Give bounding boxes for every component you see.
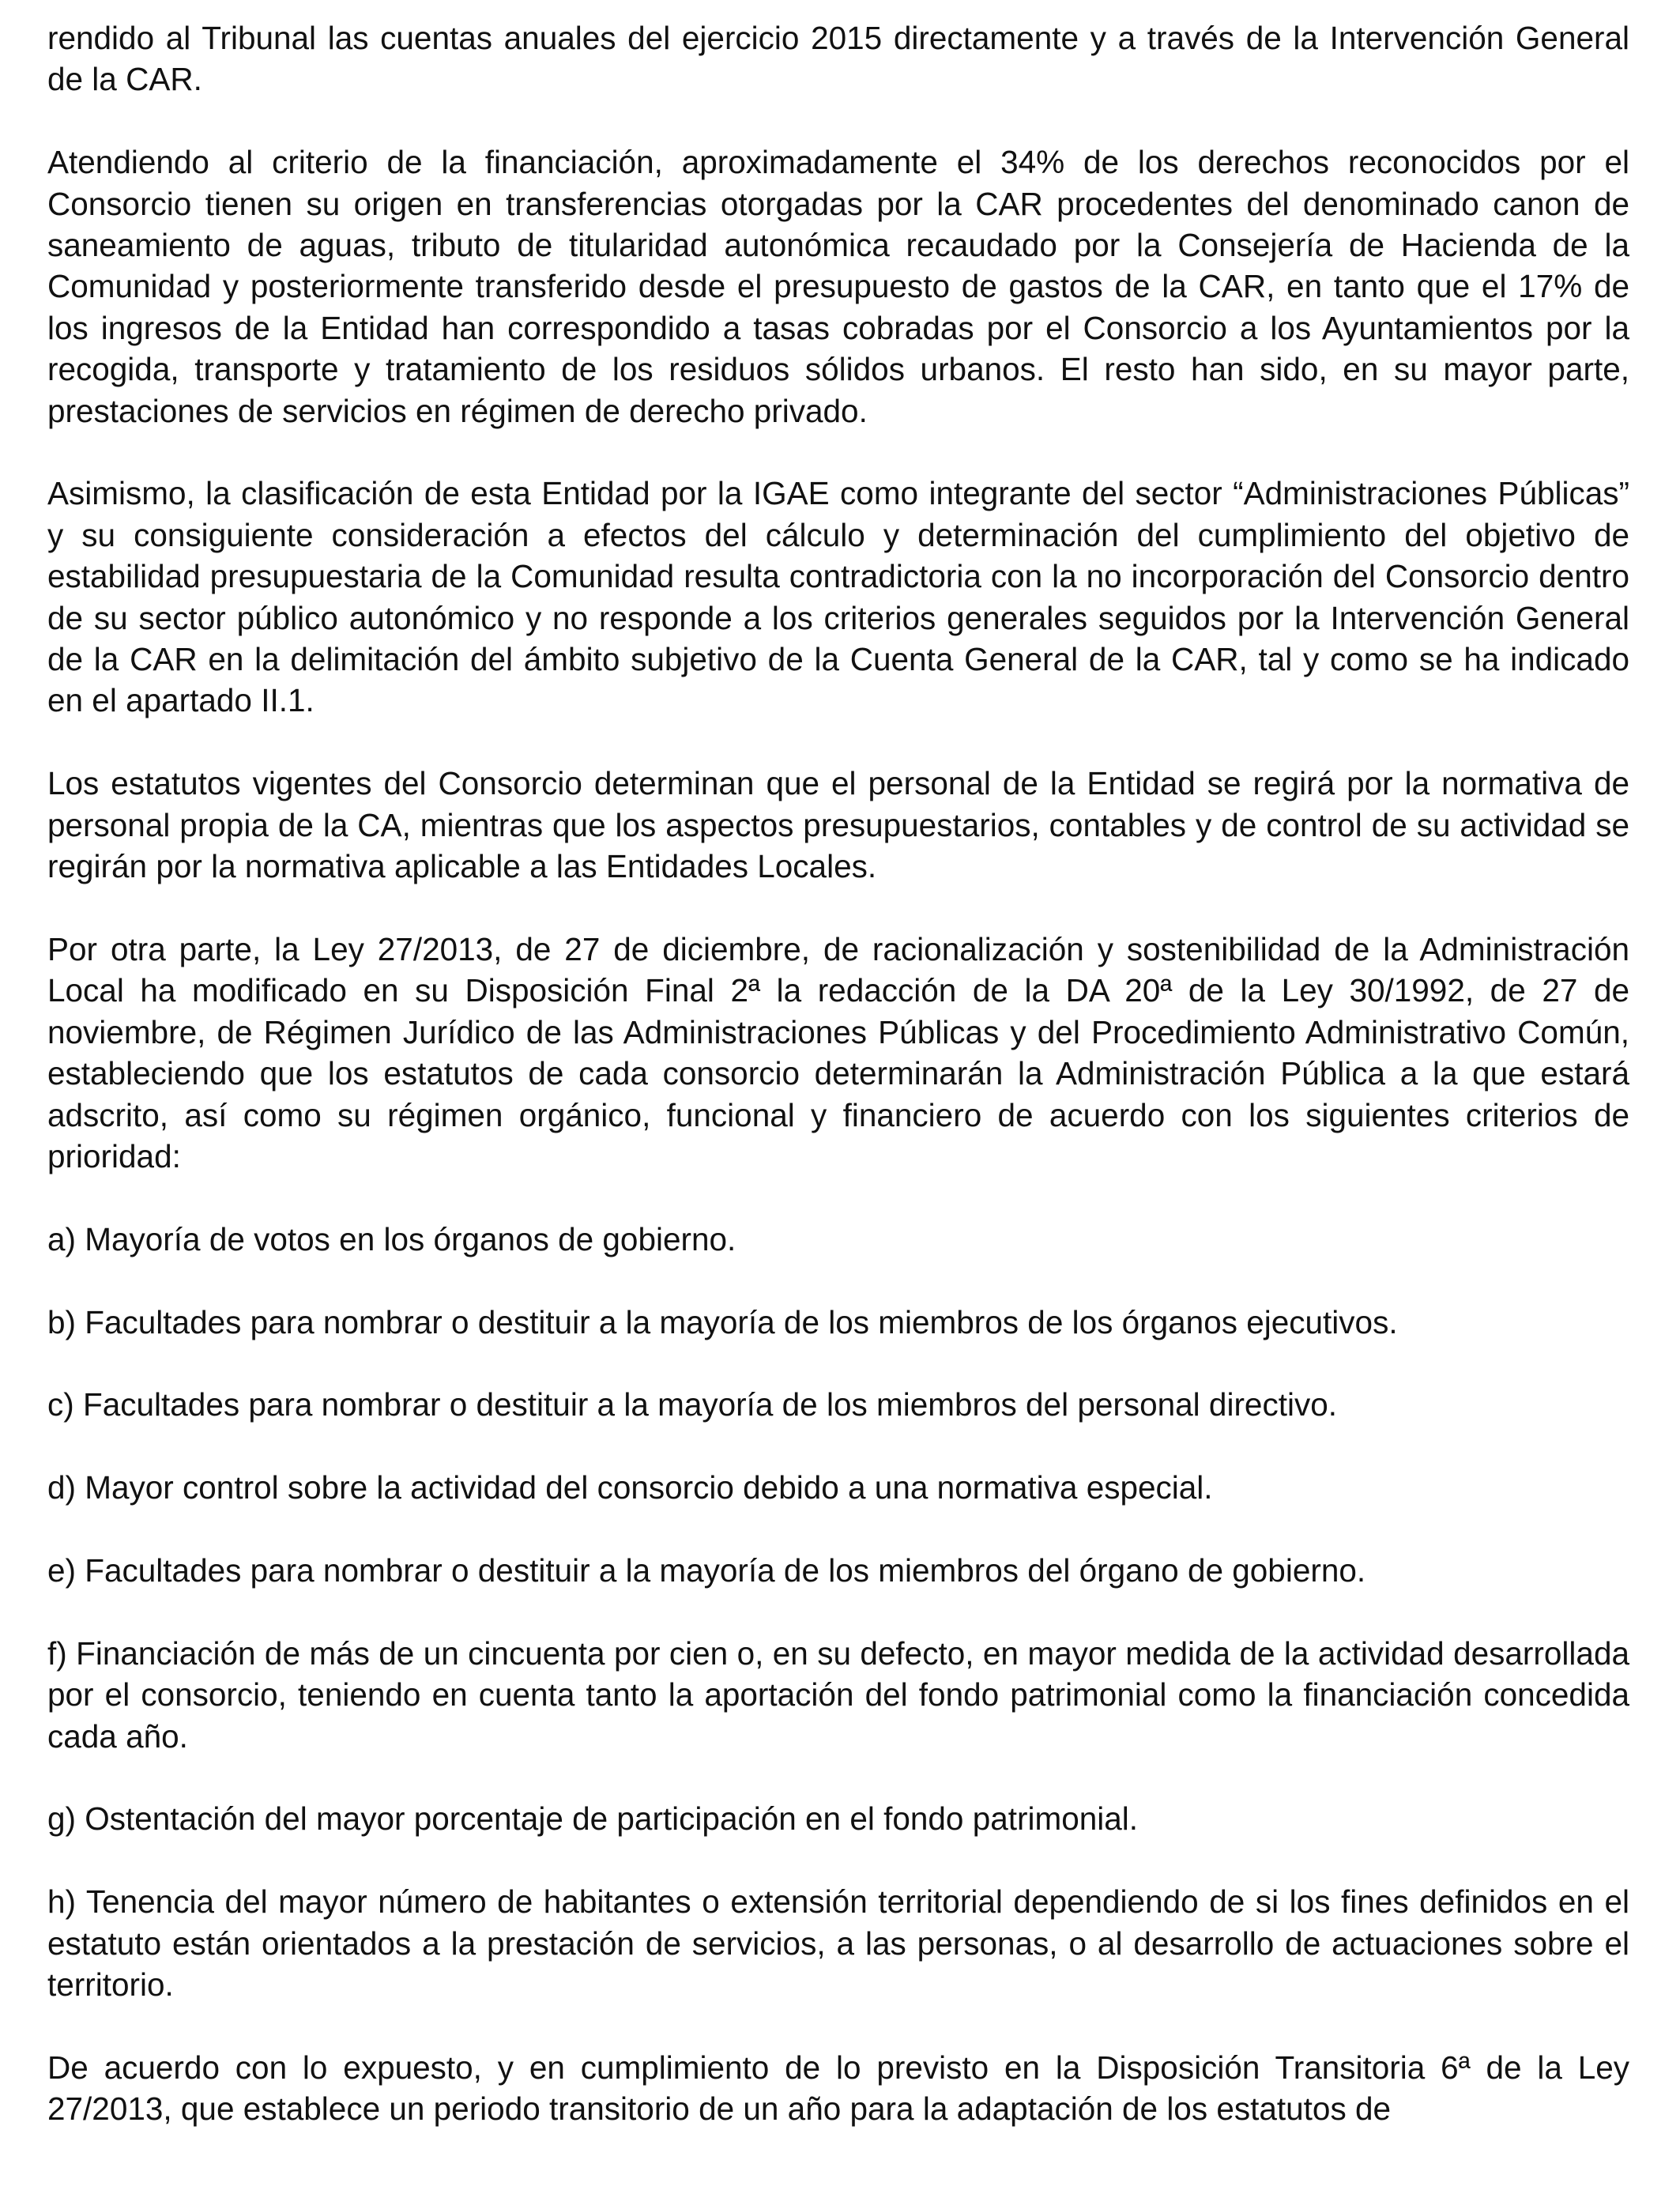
paragraph-ley-27-2013: Por otra parte, la Ley 27/2013, de 27 de diciembre, de racionalización y sostenibilidad de la Administración Local ha modificado en su Disposición Final 2ª la redacción de la DA 20ª de la Ley 30/1992, de 27 de noviembre, de Régimen Jurídico de las Administraciones Públicas y del Procedimiento Administrativo Común, estableciendo que los estatutos de cada consorcio determinarán la Administración Pública a la que estará adscrito, así como su régimen orgánico, funcional y financiero de acuerdo con los siguientes criterios de prioridad: — [47, 930, 1629, 1174]
list-item-criterio-e: e) Facultades para nombrar o destituir a la mayoría de los miembros del órgano de gobierno. — [47, 1551, 1366, 1589]
paragraph-clasificacion-igae: Asimismo, la clasificación de esta Entidad por la IGAE como integrante del sector “Administraciones Públicas” y su consiguiente consideración a efectos del cálculo y determinación del cumplimiento del objetivo de estabilidad presupuestaria de la Comunidad resulta contradictoria con la no incorporación del Consorcio dentro de su sector público autonómico y no responde a los criterios generales seguidos por la Intervención General de la CAR en la delimitación del ámbito subjetivo de la Cuenta General de la CAR, tal y como se ha indicado en el apartado II.1. — [47, 475, 1629, 719]
paragraph-conclusion: De acuerdo con lo expuesto, y en cumplimiento de lo previsto en la Disposición Transitoria 6ª de la Ley 27/2013, que establece un periodo transitorio de un año para la adaptación de los estatutos de — [47, 2049, 1629, 2128]
list-item-criterio-a: a) Mayoría de votos en los órganos de gobierno. — [47, 1220, 736, 1257]
document-page — [47, 17, 1629, 2130]
list-item-criterio-g: g) Ostentación del mayor porcentaje de participación en el fondo patrimonial. — [47, 1800, 1139, 1838]
list-item-criterio-d: d) Mayor control sobre la actividad del consorcio debido a una normativa especial. — [47, 1469, 1213, 1506]
list-item-criterio-f: f) Financiación de más de un cincuenta por cien o, en su defecto, en mayor medida de la actividad desarrollada por el consorcio, teniendo en cuenta tanto la aportación del fondo patrimonial como la financiación concedida cada año. — [47, 1634, 1629, 1755]
paragraph-cuentas-rendidas: rendido al Tribunal las cuentas anuales del ejercicio 2015 directamente y a través de la Intervención General de la CAR. — [47, 20, 1629, 98]
list-item-criterio-b: b) Facultades para nombrar o destituir a la mayoría de los miembros de los órganos ejecutivos. — [47, 1303, 1398, 1340]
list-item-criterio-c: c) Facultades para nombrar o destituir a la mayoría de los miembros del personal directivo. — [47, 1386, 1337, 1423]
paragraph-financiacion: Atendiendo al criterio de la financiación, aproximadamente el 34% de los derechos reconocidos por el Consorcio tienen su origen en transferencias otorgadas por la CAR procedentes del denominado canon de saneamiento de aguas, tributo de titularidad autonómica recaudado por la Consejería de Hacienda de la Comunidad y posteriormente transferido desde el presupuesto de gastos de la CAR, en tanto que el 17% de los ingresos de la Entidad han correspondido a tasas cobradas por el Consorcio a los Ayuntamientos por la recogida, transporte y tratamiento de los residuos sólidos urbanos. El resto han sido, en su mayor parte, prestaciones de servicios en régimen de derecho privado. — [47, 144, 1629, 429]
list-item-criterio-h: h) Tenencia del mayor número de habitantes o extensión territorial dependiendo de si los fines definidos en el estatuto están orientados a la prestación de servicios, a las personas, o al desarrollo de actuaciones sobre el territorio. — [47, 1883, 1629, 2003]
paragraph-estatutos-vigentes: Los estatutos vigentes del Consorcio determinan que el personal de la Entidad se regirá por la normativa de personal propia de la CA, mientras que los aspectos presupuestarios, contables y de control de su actividad se regirán por la normativa aplicable a las Entidades Locales. — [47, 765, 1629, 885]
